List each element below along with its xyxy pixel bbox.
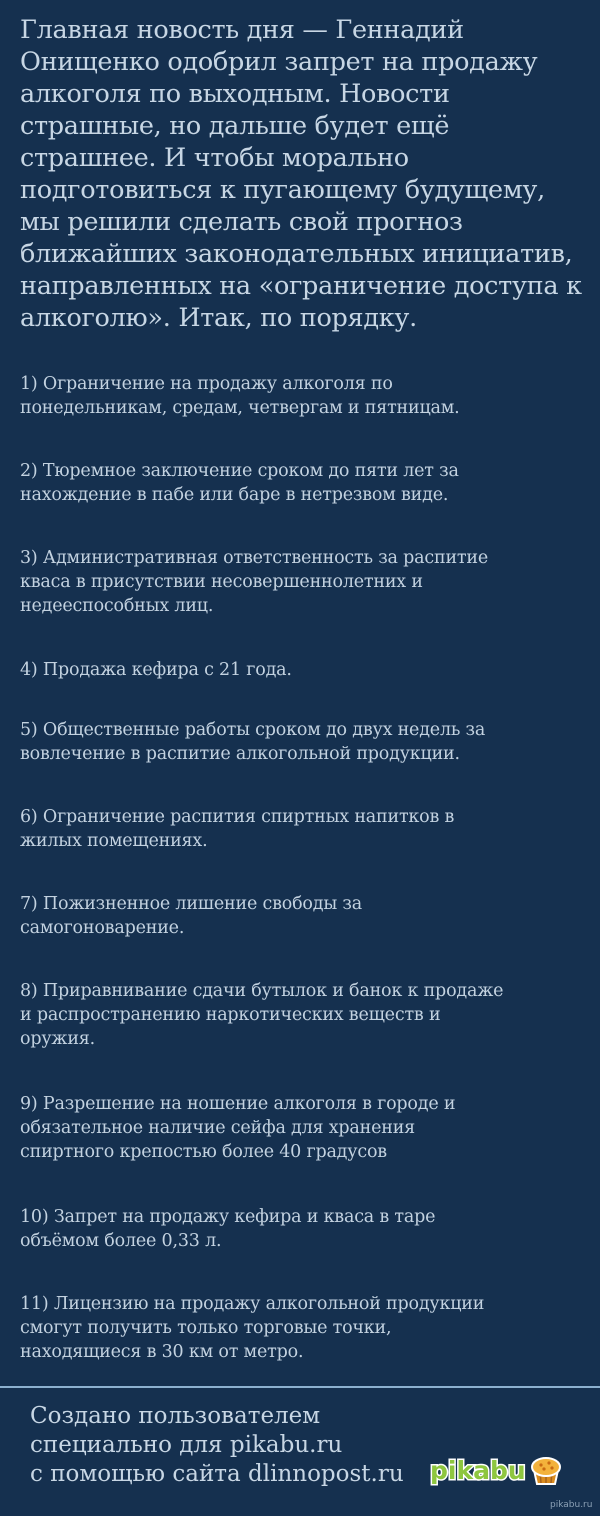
list-item-line: 2) Тюремное заключение сроком до пяти лет за bbox=[20, 461, 459, 481]
intro-line: подготовиться к пугающему будущему, bbox=[20, 175, 545, 205]
list-item bbox=[20, 372, 590, 420]
intro-line: страшные, но дальше будет ещё bbox=[20, 111, 450, 141]
list-item-line: смогут получить только торговые точки, bbox=[20, 1318, 392, 1338]
list-item-line: обязательное наличие сейфа для хранения bbox=[20, 1118, 416, 1138]
intro-line: Онищенко одобрил запрет на продажу bbox=[20, 47, 538, 77]
list-item-line: самогоноварение. bbox=[20, 918, 185, 938]
list-item-line: понедельникам, средам, четвергам и пятницам. bbox=[20, 398, 460, 418]
list-item bbox=[20, 459, 590, 507]
list-item bbox=[20, 892, 590, 940]
list-item bbox=[20, 979, 590, 1051]
pikabu-logo bbox=[428, 1452, 568, 1488]
footer-line: специально для pikabu.ru bbox=[30, 1432, 343, 1458]
list-item-line: находящиеся в 30 км от метро. bbox=[20, 1342, 304, 1362]
list-item-line: жилых помещениях. bbox=[20, 831, 208, 851]
list-item bbox=[20, 546, 590, 618]
list-item-line: 5) Общественные работы сроком до двух недель за bbox=[20, 720, 486, 740]
intro-line: алкоголя по выходным. Новости bbox=[20, 79, 450, 109]
footer-divider bbox=[0, 1386, 600, 1388]
intro-line: ближайших законодательных инициатив, bbox=[20, 239, 573, 269]
list-item-line: 6) Ограничение распития спиртных напитков в bbox=[20, 807, 455, 827]
list-item-line: нахождение в пабе или баре в нетрезвом виде. bbox=[20, 485, 449, 505]
list-item-line: вовлечение в распитие алкогольной продукции. bbox=[20, 744, 460, 764]
list-item-line: 10) Запрет на продажу кефира и кваса в таре bbox=[20, 1207, 436, 1227]
list-item-line: 8) Приравнивание сдачи бутылок и банок к продаже bbox=[20, 981, 504, 1001]
cupcake-icon bbox=[532, 1458, 560, 1484]
list-item bbox=[20, 718, 590, 766]
intro-line: алкоголю». Итак, по порядку. bbox=[20, 303, 417, 333]
footer-credits bbox=[30, 1402, 404, 1489]
list-item-line: 3) Административная ответственность за распитие bbox=[20, 548, 489, 568]
list-item bbox=[20, 805, 590, 853]
footer-line: Создано пользователем bbox=[30, 1403, 321, 1429]
list-item-line: и распространению наркотических веществ и bbox=[20, 1005, 441, 1025]
list-item-line: недееспособных лиц. bbox=[20, 596, 214, 616]
intro-line: мы решили сделать свой прогноз bbox=[20, 207, 463, 237]
list-item-line: оружия. bbox=[20, 1029, 96, 1049]
list-item-line: 1) Ограничение на продажу алкоголя по bbox=[20, 374, 393, 394]
list-item-line: 4) Продажа кефира с 21 года. bbox=[20, 660, 292, 680]
intro-paragraph bbox=[20, 14, 588, 334]
intro-line: страшнее. И чтобы морально bbox=[20, 143, 409, 173]
intro-line: направленных на «ограничение доступа к bbox=[20, 271, 582, 301]
list-item bbox=[20, 1292, 590, 1364]
watermark: pikabu.ru bbox=[550, 1500, 593, 1510]
list-item bbox=[20, 1092, 590, 1164]
intro-line: Главная новость дня — Геннадий bbox=[20, 15, 464, 45]
list-item-line: 9) Разрешение на ношение алкоголя в городе и bbox=[20, 1094, 456, 1114]
footer-line: с помощью сайта dlinnopost.ru bbox=[30, 1461, 404, 1487]
list-item-line: спиртного крепостью более 40 градусов bbox=[20, 1142, 387, 1162]
list-item-line: объёмом более 0,33 л. bbox=[20, 1231, 222, 1251]
logo-text: pikabu bbox=[430, 1456, 526, 1485]
list-item bbox=[20, 1205, 590, 1253]
list-item bbox=[20, 658, 590, 682]
list-item-line: 7) Пожизненное лишение свободы за bbox=[20, 894, 362, 914]
list-item-line: кваса в присутствии несовершеннолетних и bbox=[20, 572, 423, 592]
list-item-line: 11) Лицензию на продажу алкогольной продукции bbox=[20, 1294, 485, 1314]
